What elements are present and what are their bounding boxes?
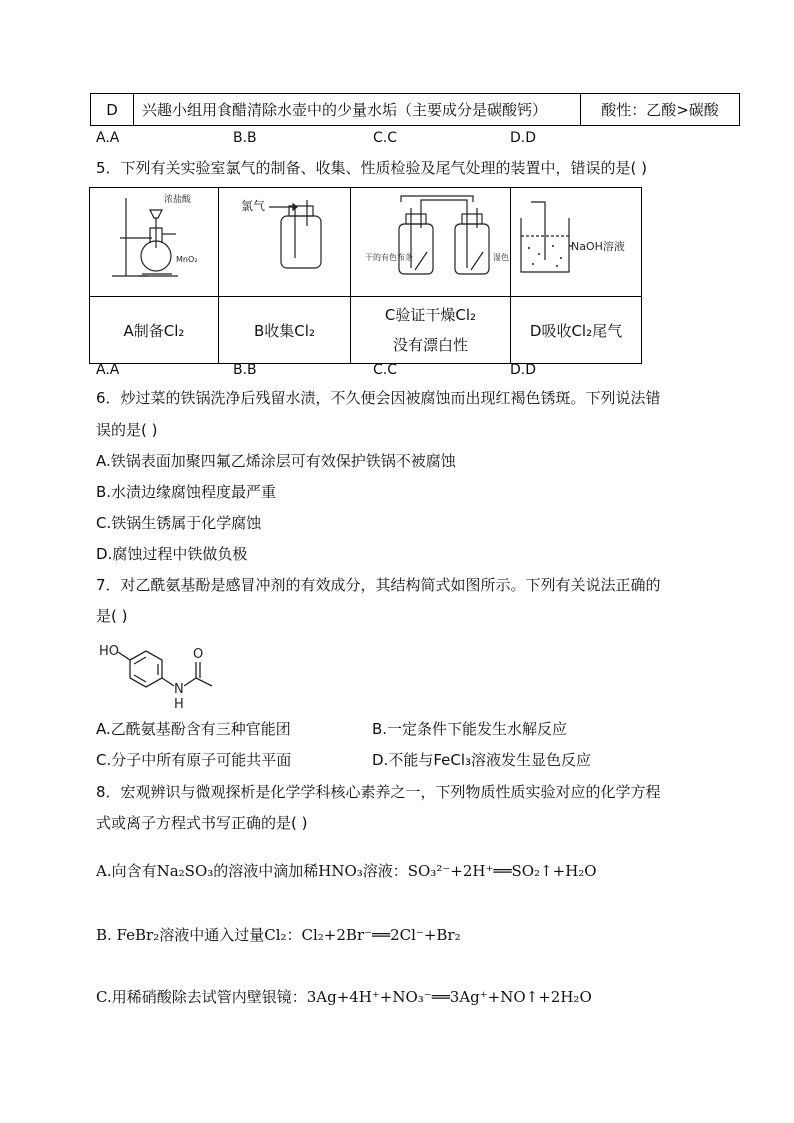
q5-figure-b <box>219 188 351 297</box>
q6-stem-line2: 误的是( ) <box>96 421 158 439</box>
q7-option-a: A.乙酰氨基酚含有三种官能团 <box>96 720 291 738</box>
q6-stem-line1: 6．炒过菜的铁锅洗净后残留水渍，不久便会因被腐蚀而出现红褐色锈斑。下列说法错 <box>96 389 661 407</box>
q5-figure-d <box>511 188 642 297</box>
q4-row-d-label: D <box>91 94 134 126</box>
q5-option-c: C.C <box>373 362 398 378</box>
q4-option-b: B.B <box>233 130 257 146</box>
q5-option-b: B.B <box>233 362 257 378</box>
q7-stem-line1: 7．对乙酰氨基酚是感冒冲剂的有效成分，其结构简式如图所示。下列有关说法正确的 <box>96 576 661 594</box>
fig-c-dry-cloth-label: 干的有色布条 <box>365 253 413 262</box>
q5-figure-a <box>90 188 219 297</box>
fig-c-wet-cloth-label: 湿色 <box>493 253 509 262</box>
q6-option-c: C.铁锅生锈属于化学腐蚀 <box>96 514 262 532</box>
q5-caption-c-line2: 没有漂白性 <box>392 336 468 354</box>
q7-option-b: B.一定条件下能发生水解反应 <box>372 720 568 738</box>
q4-row-d-experiment: 兴趣小组用食醋清除水壶中的少量水垢（主要成分是碳酸钙） <box>134 94 581 126</box>
q7-option-d: D.不能与FeCl₃溶液发生显色反应 <box>372 751 592 769</box>
q4-option-a: A.A <box>96 130 120 146</box>
q8-option-c: C.用稀硝酸除去试管内壁银镜：3Ag+4H⁺+NO₃⁻══3Ag⁺+NO↑+2H₂O <box>96 988 592 1006</box>
struct-h-label: H <box>174 697 184 712</box>
chlorine-generator-apparatus-icon <box>90 188 218 292</box>
fig-d-naoh-label: NaOH溶液 <box>571 240 625 253</box>
q5-apparatus-table <box>89 187 642 364</box>
q5-caption-a: A制备Cl₂ <box>90 297 219 364</box>
q5-caption-c-line1: C验证干燥Cl₂ <box>384 306 477 324</box>
q5-option-a: A.A <box>96 362 120 378</box>
q8-option-a: A.向含有Na₂SO₃的溶液中滴加稀HNO₃溶液：SO₃²⁻+2H⁺══SO₂↑+H₂O <box>96 862 597 880</box>
q4-option-d: D.D <box>510 130 537 146</box>
q8-option-b: B. FeBr₂溶液中通入过量Cl₂：Cl₂+2Br⁻══2Cl⁻+Br₂ <box>96 926 461 944</box>
q5-caption-c <box>351 297 511 364</box>
q4-table-row-d <box>90 93 740 126</box>
q5-caption-b: B收集Cl₂ <box>219 297 351 364</box>
naoh-beaker-icon <box>511 188 641 292</box>
struct-o-label: O <box>193 647 204 662</box>
q4-option-c: C.C <box>373 130 398 146</box>
q4-row-d-conclusion: 酸性：乙酸>碳酸 <box>581 94 740 126</box>
q5-figure-c <box>351 188 511 297</box>
q5-stem: 5．下列有关实验室氯气的制备、收集、性质检验及尾气处理的装置中，错误的是( ) <box>96 159 648 177</box>
q5-caption-d: D吸收Cl₂尾气 <box>511 297 642 364</box>
fig-b-chlorine-label: 氯气 <box>241 199 266 213</box>
q8-stem-line1: 8．宏观辨识与微观探析是化学学科核心素养之一，下列物质性质实验对应的化学方程 <box>96 783 661 801</box>
q7-stem-line2: 是( ) <box>96 607 128 625</box>
q7-option-c: C.分子中所有原子可能共平面 <box>96 751 292 769</box>
bleaching-test-bottles-icon <box>351 188 510 292</box>
struct-ho-label: HO <box>99 644 120 659</box>
acetaminophen-structure-icon <box>96 638 246 718</box>
q6-option-a: A.铁锅表面加聚四氟乙烯涂层可有效保护铁锅不被腐蚀 <box>96 452 456 470</box>
q6-option-d: D.腐蚀过程中铁做负极 <box>96 545 248 563</box>
q5-option-d: D.D <box>510 362 537 378</box>
fig-a-mno2-label: MnO₂ <box>176 255 198 264</box>
q6-option-b: B.水渍边缘腐蚀程度最严重 <box>96 483 277 501</box>
struct-n-label: N <box>174 682 184 697</box>
fig-a-conc-hcl-label: 浓盐酸 <box>164 195 192 205</box>
gas-collecting-bottle-icon <box>219 188 350 292</box>
q8-stem-line2: 式或离子方程式书写正确的是( ) <box>96 814 308 832</box>
